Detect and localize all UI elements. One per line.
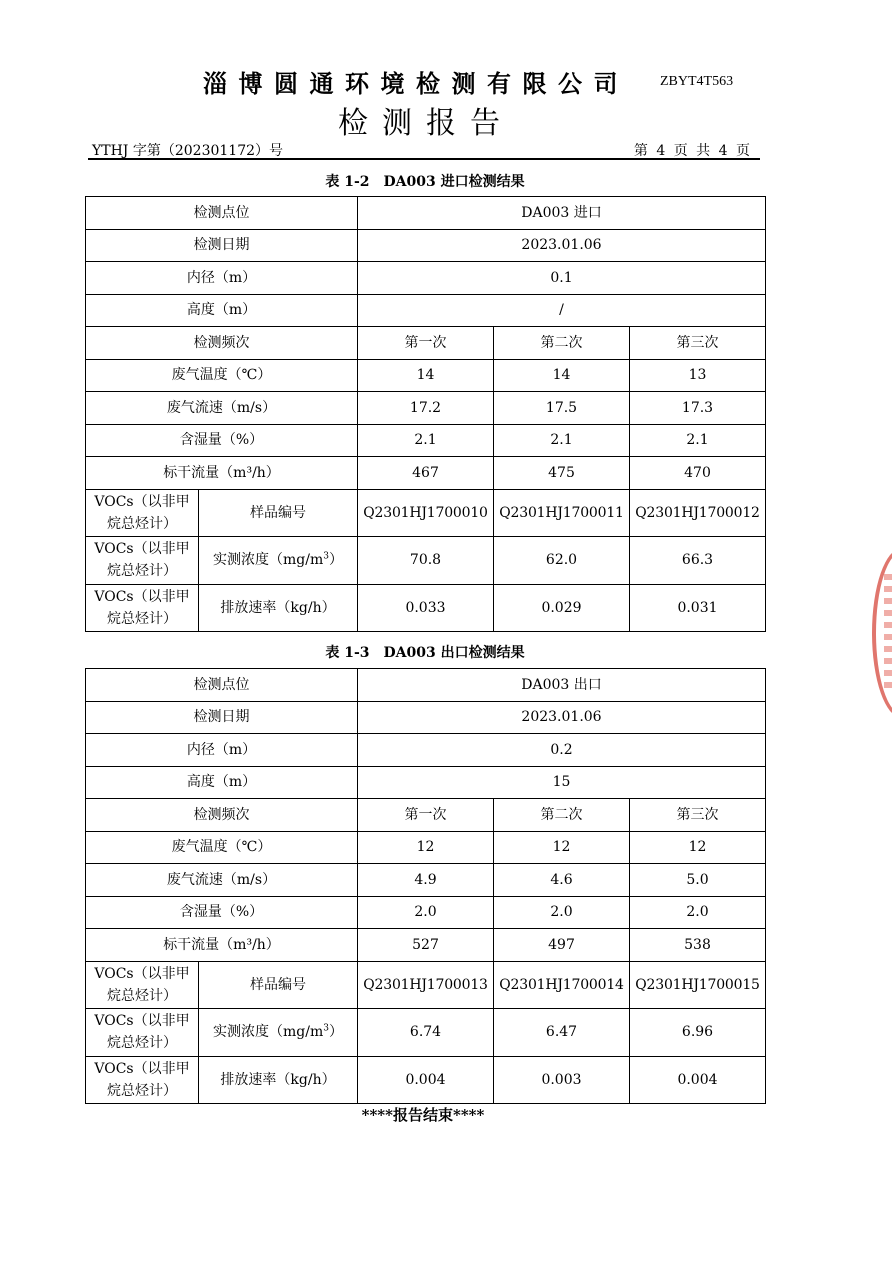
header-divider	[88, 158, 760, 160]
table-row	[86, 766, 766, 799]
cell-value: 66.3	[630, 537, 766, 585]
value-date: 2023.01.06	[358, 701, 766, 734]
label-conc-text: 实测浓度（mg/m	[213, 1024, 324, 1041]
label-frequency: 检测频次	[86, 327, 358, 360]
seal-fragment	[884, 574, 892, 694]
table-row	[86, 359, 766, 392]
cell-value: 2.1	[494, 424, 630, 457]
freq-2: 第二次	[494, 327, 630, 360]
label-diameter: 内径（m）	[86, 734, 358, 767]
report-number: YTHJ 字第（202301172）号	[92, 143, 284, 159]
cell-sample-id: Q2301HJ1700014	[494, 961, 630, 1009]
label-voc: VOCs（以非甲烷总烃计）	[86, 1056, 199, 1104]
cell-value: 6.96	[630, 1009, 766, 1057]
cell-value: 467	[358, 457, 494, 490]
cell-value: 13	[630, 359, 766, 392]
label-voc: VOCs（以非甲烷总烃计）	[86, 584, 199, 632]
cell-value: 475	[494, 457, 630, 490]
label-conc	[199, 1009, 358, 1057]
freq-1: 第一次	[358, 799, 494, 832]
table-row	[86, 262, 766, 295]
table-row	[86, 457, 766, 490]
freq-2: 第二次	[494, 799, 630, 832]
table-row	[86, 864, 766, 897]
label-moisture: 含湿量（%）	[86, 896, 358, 929]
table-row	[86, 584, 766, 632]
label-height: 高度（m）	[86, 294, 358, 327]
cell-value: 0.004	[358, 1056, 494, 1104]
cell-value: 2.0	[494, 896, 630, 929]
cell-value: 5.0	[630, 864, 766, 897]
label-rate: 排放速率（kg/h）	[199, 584, 358, 632]
official-seal-stamp	[872, 548, 892, 718]
label-conc-end: ）	[328, 1024, 343, 1041]
table-row	[86, 734, 766, 767]
cell-sample-id: Q2301HJ1700010	[358, 489, 494, 537]
table-row	[86, 327, 766, 360]
cell-sample-id: Q2301HJ1700015	[630, 961, 766, 1009]
table-row	[86, 197, 766, 230]
table-row	[86, 799, 766, 832]
cell-value: 17.2	[358, 392, 494, 425]
cell-value: 6.47	[494, 1009, 630, 1057]
table-row	[86, 929, 766, 962]
label-point: 检测点位	[86, 197, 358, 230]
cell-value: 2.0	[630, 896, 766, 929]
cell-value: 17.3	[630, 392, 766, 425]
label-velocity: 废气流速（m/s）	[86, 392, 358, 425]
cell-value: 0.033	[358, 584, 494, 632]
label-voc: VOCs（以非甲烷总烃计）	[86, 489, 199, 537]
label-sample-id: 样品编号	[199, 489, 358, 537]
label-point: 检测点位	[86, 669, 358, 702]
cell-value: 62.0	[494, 537, 630, 585]
label-conc	[199, 537, 358, 585]
label-conc-sup: 3	[323, 1023, 329, 1034]
label-flow: 标干流量（m³/h）	[86, 457, 358, 490]
freq-3: 第三次	[630, 327, 766, 360]
value-diameter: 0.1	[358, 262, 766, 295]
cell-value: 2.0	[358, 896, 494, 929]
report-end-mark: ****报告结束****	[361, 1106, 485, 1124]
label-frequency: 检测频次	[86, 799, 358, 832]
cell-value: 0.031	[630, 584, 766, 632]
cell-value: 538	[630, 929, 766, 962]
table-inlet	[85, 196, 766, 632]
cell-value: 2.1	[358, 424, 494, 457]
label-temperature: 废气温度（℃）	[86, 359, 358, 392]
cell-value: 497	[494, 929, 630, 962]
label-rate: 排放速率（kg/h）	[199, 1056, 358, 1104]
cell-value: 0.004	[630, 1056, 766, 1104]
table-row	[86, 229, 766, 262]
value-diameter: 0.2	[358, 734, 766, 767]
cell-value: 12	[630, 831, 766, 864]
cell-value: 14	[494, 359, 630, 392]
table-row	[86, 701, 766, 734]
cell-value: 6.74	[358, 1009, 494, 1057]
table-row	[86, 961, 766, 1009]
cell-value: 0.003	[494, 1056, 630, 1104]
label-conc-sup: 3	[323, 551, 329, 562]
value-date: 2023.01.06	[358, 229, 766, 262]
table-row	[86, 489, 766, 537]
value-point: DA003 进口	[358, 197, 766, 230]
page-number: 第 4 页 共 4 页	[633, 143, 752, 159]
table-row	[86, 294, 766, 327]
label-diameter: 内径（m）	[86, 262, 358, 295]
cell-value: 2.1	[630, 424, 766, 457]
freq-3: 第三次	[630, 799, 766, 832]
table-row	[86, 669, 766, 702]
label-moisture: 含湿量（%）	[86, 424, 358, 457]
cell-value: 70.8	[358, 537, 494, 585]
cell-sample-id: Q2301HJ1700011	[494, 489, 630, 537]
table-row	[86, 392, 766, 425]
table-row	[86, 537, 766, 585]
cell-value: 12	[358, 831, 494, 864]
cell-sample-id: Q2301HJ1700013	[358, 961, 494, 1009]
label-temperature: 废气温度（℃）	[86, 831, 358, 864]
label-conc-text: 实测浓度（mg/m	[213, 552, 324, 569]
value-point: DA003 出口	[358, 669, 766, 702]
cell-sample-id: Q2301HJ1700012	[630, 489, 766, 537]
table-row	[86, 1009, 766, 1057]
label-height: 高度（m）	[86, 766, 358, 799]
report-code: ZBYT4T563	[660, 74, 734, 89]
freq-1: 第一次	[358, 327, 494, 360]
label-voc: VOCs（以非甲烷总烃计）	[86, 961, 199, 1009]
label-sample-id: 样品编号	[199, 961, 358, 1009]
label-date: 检测日期	[86, 701, 358, 734]
value-height: 15	[358, 766, 766, 799]
table-outlet-caption: 表 1-3 DA003 出口检测结果	[325, 645, 525, 661]
cell-value: 0.029	[494, 584, 630, 632]
cell-value: 4.6	[494, 864, 630, 897]
report-title: 检测报告	[338, 106, 514, 141]
label-conc-end: ）	[328, 552, 343, 569]
cell-value: 470	[630, 457, 766, 490]
cell-value: 14	[358, 359, 494, 392]
label-date: 检测日期	[86, 229, 358, 262]
table-row	[86, 1056, 766, 1104]
label-voc: VOCs（以非甲烷总烃计）	[86, 1009, 199, 1057]
cell-value: 4.9	[358, 864, 494, 897]
cell-value: 17.5	[494, 392, 630, 425]
label-voc: VOCs（以非甲烷总烃计）	[86, 537, 199, 585]
table-row	[86, 424, 766, 457]
company-name: 淄博圆通环境检测有限公司	[203, 69, 629, 98]
value-height: /	[358, 294, 766, 327]
label-flow: 标干流量（m³/h）	[86, 929, 358, 962]
table-inlet-caption: 表 1-2 DA003 进口检测结果	[325, 174, 525, 190]
table-row	[86, 896, 766, 929]
label-velocity: 废气流速（m/s）	[86, 864, 358, 897]
table-outlet	[85, 668, 766, 1104]
table-row	[86, 831, 766, 864]
cell-value: 527	[358, 929, 494, 962]
cell-value: 12	[494, 831, 630, 864]
